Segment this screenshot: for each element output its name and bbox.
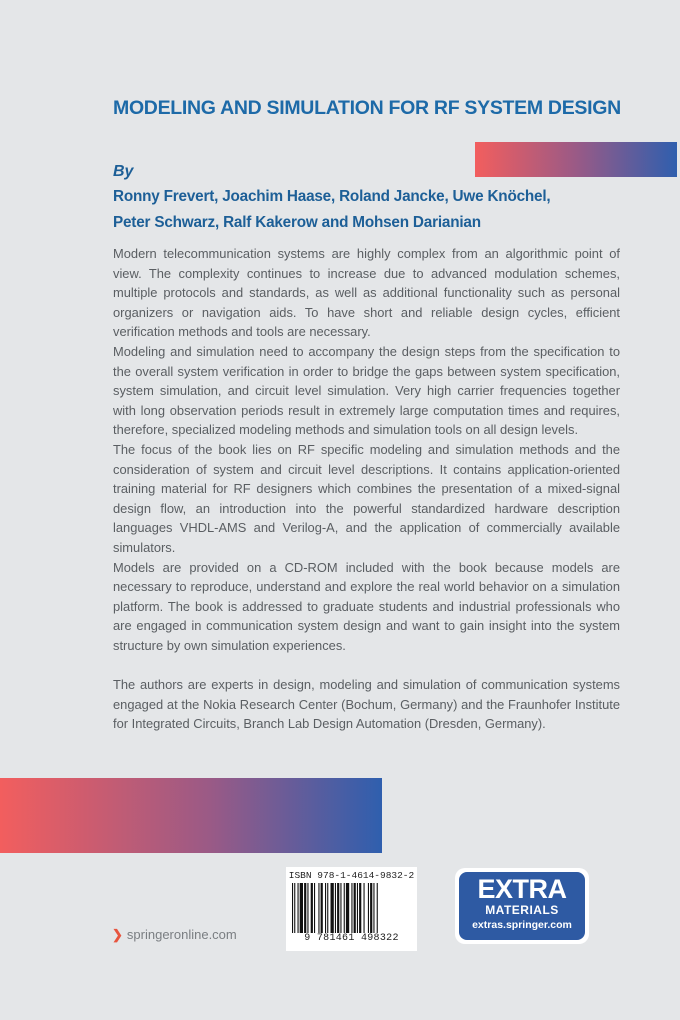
authors-block — [113, 184, 633, 236]
description-paragraph-3: The focus of the book lies on RF specific modeling and simulation methods and the consideration of system and circuit level descriptions. It contains application-oriented training material for RF designers which combines the presentation of a mixed-signal design flow, an introduction into the powerful standardized hardware description languages VHDL-AMS and Verilog-A, and the application of commercially available simulators. — [113, 441, 620, 555]
publisher-website[interactable] — [112, 927, 237, 943]
barcode-number: 9 781461 498322 — [304, 933, 399, 944]
description-paragraph-5: The authors are experts in design, modeling and simulation of communication systems engaged at the Nokia Research Center (Bochum, Germany) and the Fraunhofer Institute for Integrated Circuits, Branch Lab Design Automation (Dresden, Germany). — [113, 677, 620, 732]
description-paragraph-4: Models are provided on a CD-ROM included with the book because models are necessary to reproduce, understand and explore the real world behavior on a simulation platform. The book is addressed to graduate students and industrial professionals who are engaged in communication system design and want to gain insight into the system structure by own simulation experiences. — [113, 559, 620, 653]
extra-badge-line-1: EXTRA — [477, 874, 567, 904]
authors-line-2: Peter Schwarz, Ralf Kakerow and Mohsen Darianian — [113, 214, 481, 231]
isbn-barcode — [286, 867, 417, 951]
website-text: springeronline.com — [126, 927, 237, 942]
extra-badge-line-3: extras.springer.com — [472, 919, 572, 931]
isbn-label: ISBN 978-1-4614-9832-2 — [288, 870, 415, 881]
extra-materials-badge-inner — [459, 872, 585, 940]
by-label: By — [113, 163, 134, 180]
description-paragraph-1: Modern telecommunication systems are highly complex from an algorithmic point of view. The complexity continues to increase due to advanced modulation schemes, multiple protocols and standards, as well as additional functionality such as personal organizers or navigation aids. To have short and reliable design cycles, efficient verification methods and tools are necessary. — [113, 246, 620, 340]
book-title: MODELING AND SIMULATION FOR RF SYSTEM DESIGN — [113, 97, 621, 119]
authors-line-1: Ronny Frevert, Joachim Haase, Roland Jancke, Uwe Knöchel, — [113, 188, 551, 205]
description-paragraph-2: Modeling and simulation need to accompany the design steps from the specification to the overall system verification in order to bridge the gaps between system specification, system simulation, and circuit level simulation. Very high carrier frequencies together with long observation periods result in extremely large computation times and requires, therefore, specialized modeling methods and simulation tools on all design levels. — [113, 343, 620, 438]
extra-materials-badge[interactable] — [455, 868, 589, 944]
chevron-right-icon: ❯ — [112, 927, 123, 942]
book-description — [113, 244, 620, 734]
barcode-icon — [292, 883, 411, 933]
gradient-bar-bottom — [0, 778, 382, 853]
extra-badge-line-2: MATERIALS — [485, 903, 559, 917]
gradient-bar-top — [475, 142, 677, 177]
